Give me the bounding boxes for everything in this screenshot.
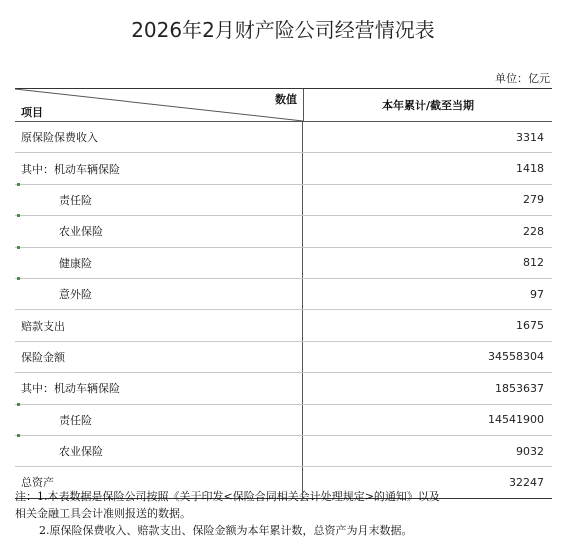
table-row	[15, 248, 552, 279]
row-value: 279	[523, 193, 544, 207]
row-value: 1418	[516, 162, 544, 176]
row-value: 812	[523, 256, 544, 270]
note-line-2: 相关金融工具会计准则报送的数据。	[15, 507, 191, 520]
table-row	[15, 342, 552, 373]
table-row	[15, 153, 552, 184]
header-column-label: 本年累计/截至当期	[381, 99, 475, 112]
row-label: 其中：机动车辆保险	[15, 153, 303, 183]
page-title: 2026年2月财产险公司经营情况表	[131, 18, 435, 42]
table-row	[15, 310, 552, 341]
row-value: 34558304	[488, 350, 544, 364]
row-value: 1675	[516, 319, 544, 333]
row-value: 97	[530, 287, 544, 301]
row-label: 其中：机动车辆保险	[15, 373, 303, 403]
row-value: 14541900	[488, 413, 544, 427]
row-value: 9032	[516, 444, 544, 458]
note-line-1: 注：1.本表数据是保险公司按照《关于印发<保险合同相关会计处理规定>的通知》以及	[15, 490, 440, 503]
row-label: 总资产	[15, 467, 303, 497]
row-label: 农业保险	[15, 216, 303, 246]
table-row	[15, 122, 552, 153]
table-row	[15, 216, 552, 247]
row-value: 32247	[509, 475, 544, 489]
table-row	[15, 405, 552, 436]
note-line-3: 2.原保险保费收入、赔款支出、保险金额为本年累计数，总资产为月末数据。	[39, 524, 413, 537]
header-item-label: 项目	[21, 106, 43, 119]
row-label: 农业保险	[15, 436, 303, 466]
table-row	[15, 436, 552, 467]
header-diagonal-cell	[15, 89, 304, 121]
data-table	[15, 88, 552, 499]
table-row	[15, 373, 552, 404]
row-label: 赔款支出	[15, 310, 303, 340]
row-value: 1853637	[495, 381, 544, 395]
header-values-label: 数值	[275, 93, 297, 106]
footnotes	[15, 488, 555, 539]
row-value: 228	[523, 224, 544, 238]
row-label: 意外险	[15, 279, 303, 309]
table-row	[15, 279, 552, 310]
diagonal-line	[15, 89, 303, 121]
row-label: 原保险保费收入	[15, 122, 303, 152]
row-label: 责任险	[15, 185, 303, 215]
row-label: 保险金额	[15, 342, 303, 372]
row-label: 责任险	[15, 405, 303, 435]
table-header	[15, 89, 552, 122]
row-value: 3314	[516, 130, 544, 144]
table-row	[15, 185, 552, 216]
row-label: 健康险	[15, 248, 303, 278]
unit-label: 单位：亿元	[495, 72, 550, 85]
